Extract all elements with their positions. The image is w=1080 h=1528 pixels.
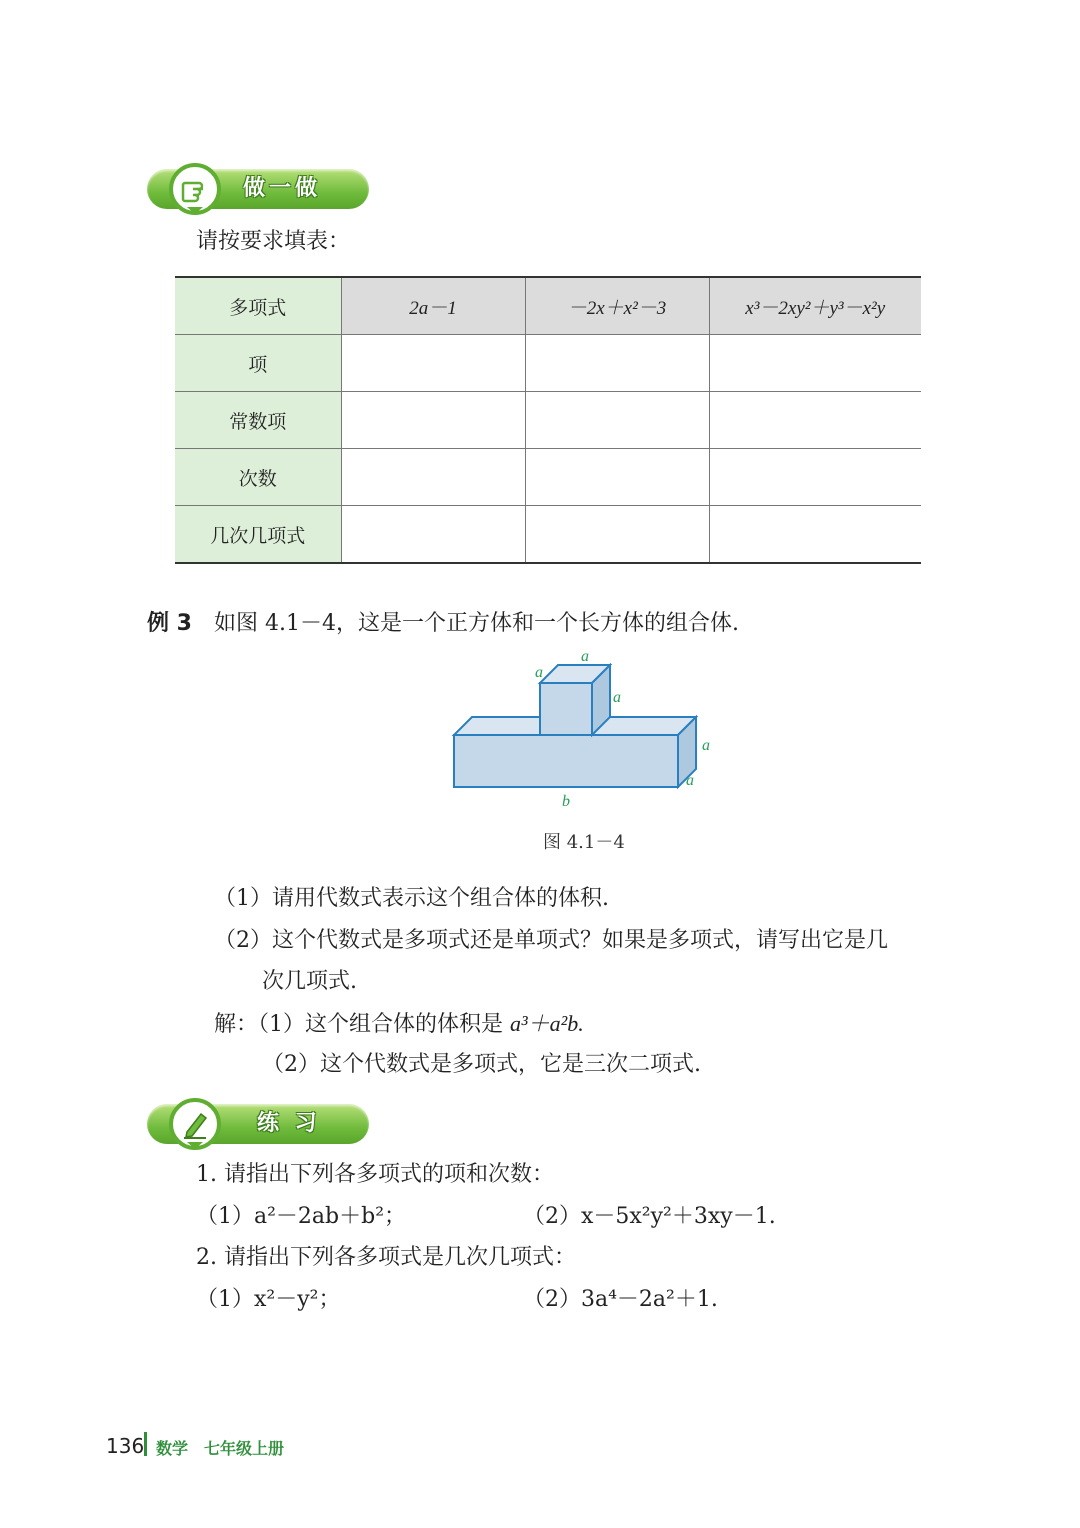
table-row [175, 335, 921, 392]
banner-title: 做一做 [243, 176, 322, 201]
label-a: a [686, 772, 694, 789]
solution-1-expression: a³＋a²b. [510, 1011, 584, 1036]
cube-front-face [540, 683, 592, 735]
practice-2b: （2）3a⁴－2a²＋1. [523, 1287, 718, 1312]
box-front-face [454, 735, 678, 787]
row-label: 次数 [175, 449, 341, 506]
composite-solid-figure [440, 645, 730, 815]
solution-2: （2）这个代数式是多项式，它是三次二项式. [262, 1052, 701, 1077]
example-text: 如图 4.1－4，这是一个正方体和一个长方体的组合体. [214, 611, 739, 636]
book-title: 数学 七年级上册 [156, 1439, 285, 1458]
row-label: 常数项 [175, 392, 341, 449]
practice-1a: （1）a²－2ab＋b²； [196, 1204, 407, 1229]
blank-cell [709, 335, 921, 392]
do-it-banner [147, 165, 377, 215]
blank-cell [341, 392, 525, 449]
label-a: a [535, 664, 543, 681]
header-cell: 多项式 [175, 277, 341, 335]
blank-cell [341, 506, 525, 564]
figure-caption: 图 4.1－4 [543, 832, 625, 853]
fill-in-table [175, 276, 921, 564]
header-cell: －2x＋x²－3 [525, 277, 709, 335]
table-row [175, 506, 921, 564]
blank-cell [525, 392, 709, 449]
label-a: a [581, 648, 589, 665]
practice-2: 2. 请指出下列各多项式是几次几项式： [196, 1245, 576, 1270]
blank-cell [709, 392, 921, 449]
label-a: a [702, 737, 710, 754]
banner-pointer [187, 207, 203, 214]
header-cell: x³－2xy²＋y³－x²y [709, 277, 921, 335]
page-number: 136 [106, 1434, 145, 1458]
label-a: a [613, 689, 621, 706]
header-cell: 2a－1 [341, 277, 525, 335]
footer-divider [144, 1432, 147, 1456]
example-label: 例 3 [147, 611, 192, 636]
practice-1b: （2）x－5x²y²＋3xy－1. [523, 1204, 776, 1229]
blank-cell [525, 449, 709, 506]
question-2-line2: 次几项式. [262, 969, 357, 994]
table-header-row [175, 277, 921, 335]
practice-banner [147, 1100, 377, 1150]
blank-cell [709, 506, 921, 564]
row-label: 几次几项式 [175, 506, 341, 564]
blank-cell [525, 506, 709, 564]
practice-1: 1. 请指出下列各多项式的项和次数： [196, 1162, 554, 1187]
blank-cell [709, 449, 921, 506]
row-label: 项 [175, 335, 341, 392]
solution-1 [214, 1009, 584, 1040]
blank-cell [525, 335, 709, 392]
question-2-line1: （2）这个代数式是多项式还是单项式？如果是多项式，请写出它是几 [214, 928, 888, 953]
question-1: （1）请用代数式表示这个组合体的体积. [214, 886, 609, 911]
practice-2a: （1）x²－y²； [196, 1287, 341, 1312]
banner-pointer [187, 1142, 203, 1149]
banner-title: 练 习 [257, 1111, 321, 1136]
solution-1-text: 解：（1）这个组合体的体积是 [214, 1012, 510, 1037]
instruction-text: 请按要求填表： [196, 229, 351, 254]
blank-cell [341, 335, 525, 392]
table-row [175, 449, 921, 506]
label-b: b [562, 793, 570, 810]
table-row [175, 392, 921, 449]
blank-cell [341, 449, 525, 506]
